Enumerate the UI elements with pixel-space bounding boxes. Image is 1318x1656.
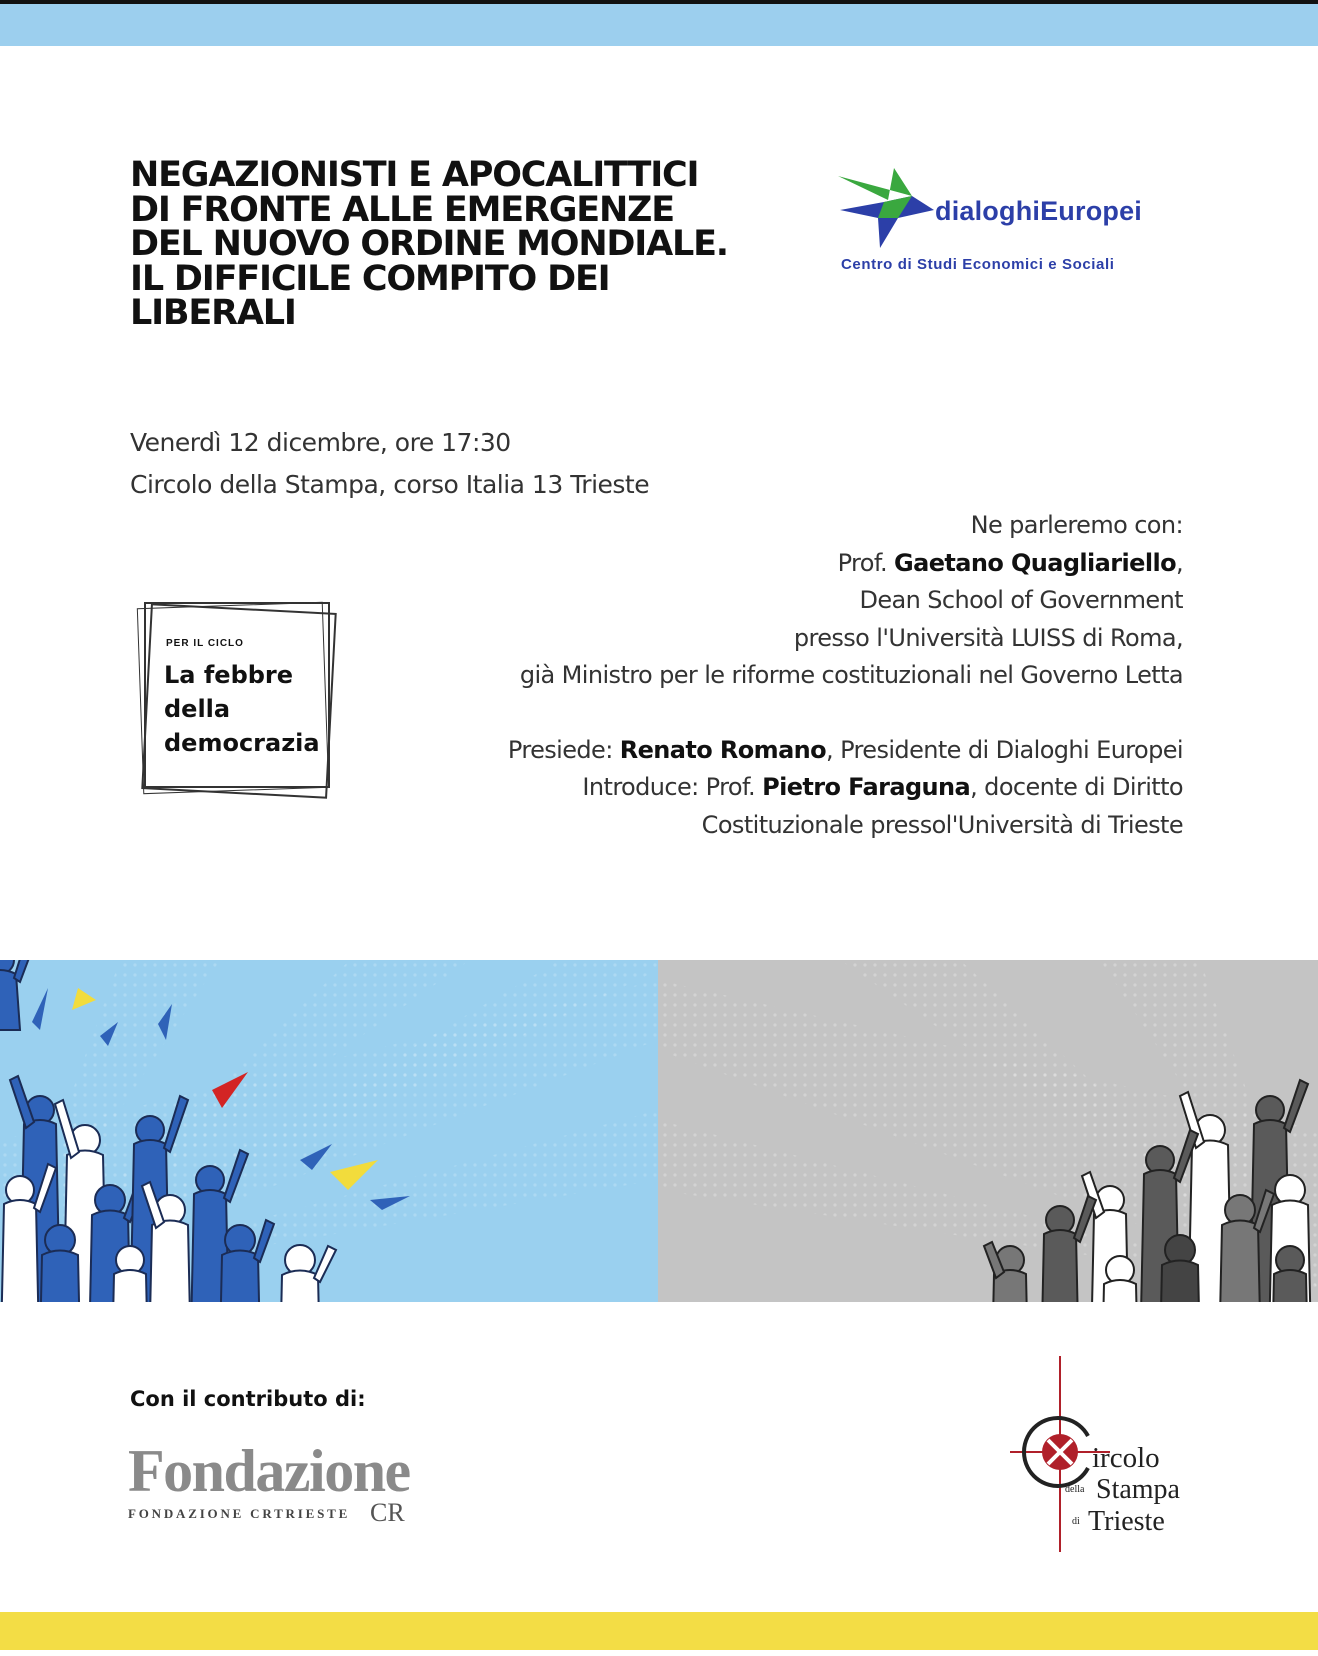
introducer-line	[403, 769, 1183, 807]
crowd-banner-illustration	[0, 960, 1318, 1302]
guest-role-1: Dean School of Government	[859, 586, 1183, 614]
chair-role: , Presidente di Dialoghi Europei	[826, 735, 1183, 764]
star-logo-icon	[836, 166, 936, 250]
introducer-prefix: Introduce: Prof.	[582, 773, 763, 801]
chair-line	[403, 732, 1183, 770]
fondazione-crtrieste-logo	[128, 1438, 408, 1528]
bottom-color-band	[0, 1612, 1318, 1650]
circolo-stampa-trieste-logo	[1010, 1356, 1210, 1552]
dialoghi-europei-logo	[838, 170, 1198, 280]
circolo-di: di	[1072, 1516, 1080, 1527]
introducer-role-2: Costituzionale pressol'Università di Trieste	[701, 810, 1183, 839]
circolo-stampa: Stampa	[1096, 1474, 1180, 1505]
chair-name: Renato Romano	[619, 735, 827, 764]
introducer-name: Pietro Faraguna	[762, 773, 971, 801]
sponsors-label: Con il contributo di:	[130, 1387, 366, 1411]
series-kicker: PER IL CICLO	[166, 638, 244, 649]
series-title: La febbre della democrazia	[164, 661, 320, 757]
speakers-intro: Ne parleremo con:	[970, 511, 1183, 539]
event-title: NEGAZIONISTI E APOCALITTICI DI FRONTE ALLE EMERGENZE DEL NUOVO ORDINE MONDIALE. IL DIFFICILE COMPITO DEI LIBERALI	[130, 155, 728, 333]
guest-role-3: già Ministro per le riforme costituzionali nel Governo Letta	[519, 661, 1183, 689]
guest-role-2: presso l'Università LUISS di Roma,	[793, 623, 1183, 652]
fondazione-wordmark: Fondazione	[128, 1438, 410, 1504]
circolo-word: ircolo	[1092, 1442, 1160, 1474]
guest-name: Gaetano Quagliariello	[894, 548, 1176, 577]
speakers-block	[403, 507, 1183, 844]
series-box	[130, 596, 350, 806]
crt-mark: CR	[370, 1498, 405, 1527]
circolo-trieste: Trieste	[1088, 1506, 1165, 1537]
event-date-time: Venerdì 12 dicembre, ore 17:30	[130, 428, 511, 457]
fondazione-subtitle: FONDAZIONE CRTRIESTE	[128, 1506, 351, 1521]
guest-suffix: ,	[1175, 548, 1183, 577]
top-color-band	[0, 0, 1318, 46]
organizer-name: dialoghiEuropei	[935, 196, 1143, 226]
introducer-role-1: , docente di Diritto	[970, 773, 1183, 801]
guest-line	[403, 545, 1183, 583]
circolo-della: della	[1065, 1484, 1085, 1495]
guest-prefix: Prof.	[837, 548, 894, 577]
chair-prefix: Presiede:	[507, 735, 620, 764]
organizer-subtitle: Centro di Studi Economici e Sociali	[841, 256, 1115, 273]
event-venue: Circolo della Stampa, corso Italia 13 Trieste	[130, 470, 650, 499]
